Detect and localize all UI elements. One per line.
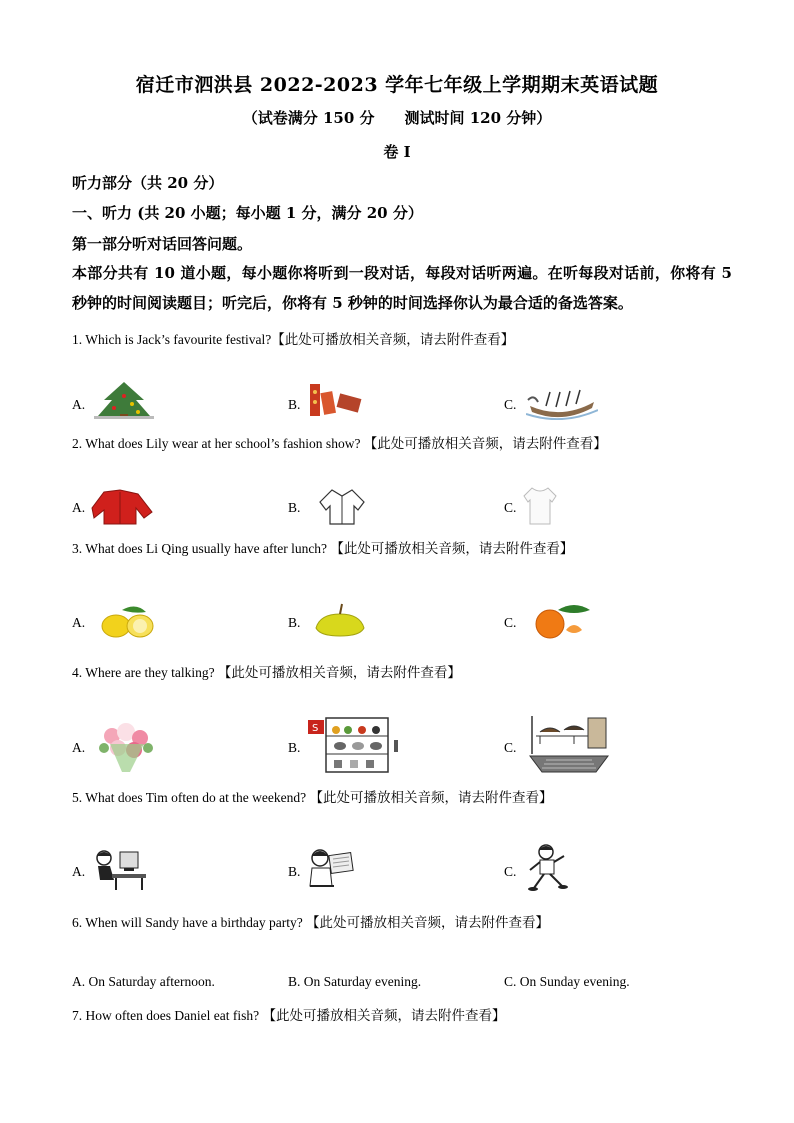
q2-option-c-label: C.: [504, 500, 517, 515]
q2-option-a-label: A.: [72, 500, 86, 515]
pear-icon: [312, 602, 368, 638]
spring-festival-couplets-icon: [306, 382, 364, 418]
question-5: 5. What does Tim often do at the weekend? 【此处可播放相关音频，请去附件查看】: [72, 790, 553, 805]
orange-icon: [528, 600, 596, 640]
supermarket-shelf-icon: [306, 716, 404, 774]
q4-option-c-label: C.: [504, 740, 517, 755]
page-title: 宿迁市泗洪县 2022-2023 学年七年级上学期期末英语试题: [135, 74, 659, 96]
exam-info: [0, 107, 794, 128]
time-info: 测试时间 120 分钟）: [404, 109, 552, 127]
q1-option-a-label: A.: [72, 397, 86, 412]
question-6: 6. When will Sandy have a birthday party? 【此处可播放相关音频，请去附件查看】: [72, 915, 550, 930]
q6-option-a: A. On Saturday afternoon.: [72, 974, 215, 989]
question-4: 4. Where are they talking? 【此处可播放相关音频，请去附件查看】: [72, 665, 461, 680]
svg-text:S: S: [312, 723, 319, 734]
sub1-title: 第一部分听对话回答问题。: [72, 235, 253, 253]
red-jacket-icon: [90, 488, 156, 526]
shoe-shop-icon: [526, 714, 612, 774]
q4-option-a-label: A.: [72, 740, 86, 755]
christmas-tree-icon: [92, 380, 156, 420]
volume-label: 卷 I: [383, 143, 411, 161]
score-info: （试卷满分 150 分: [242, 109, 375, 127]
question-3: 3. What does Li Qing usually have after lunch? 【此处可播放相关音频，请去附件查看】: [72, 541, 574, 556]
part1-title: 一、听力 (共 20 小题；每小题 1 分，满分 20 分）: [72, 204, 423, 222]
q1-option-b-label: B.: [288, 397, 301, 412]
q5-option-c-label: C.: [504, 864, 517, 879]
question-7: 7. How often does Daniel eat fish? 【此处可播放相关音频，请去附件查看】: [72, 1008, 506, 1023]
boy-at-computer-icon: [92, 846, 150, 892]
listening-section-title: 听力部分（共 20 分）: [72, 174, 224, 192]
question-1: 1. Which is Jack’s favourite festival?【此处可播放相关音频，请去附件查看】: [72, 332, 515, 347]
boy-running-icon: [524, 842, 572, 894]
instructions: 本部分共有 10 道小题，每小题你将听到一段对话，每段对话听两遍。在听每段对话前，你将有 5 秒钟的时间阅读题目；听完后，你将有 5 秒钟的时间选择你认为最合适的备选答案。: [72, 264, 732, 312]
question-2: 2. What does Lily wear at her school’s fashion show? 【此处可播放相关音频，请去附件查看】: [72, 436, 607, 451]
q6-option-c: C. On Sunday evening.: [504, 974, 630, 989]
boy-reading-icon: [304, 846, 358, 890]
q3-option-a-label: A.: [72, 615, 86, 630]
lemons-icon: [96, 600, 164, 640]
q5-option-a-label: A.: [72, 864, 86, 879]
q6-option-b: B. On Saturday evening.: [288, 974, 422, 989]
dragon-boat-icon: [526, 380, 598, 420]
q5-option-b-label: B.: [288, 864, 301, 879]
q3-option-b-label: B.: [288, 615, 301, 630]
q3-option-c-label: C.: [504, 615, 517, 630]
flower-bouquet-icon: [92, 718, 160, 774]
white-t-shirt-icon: [522, 486, 558, 526]
q4-option-b-label: B.: [288, 740, 301, 755]
q2-option-b-label: B.: [288, 500, 301, 515]
white-shirt-icon: [318, 488, 366, 526]
q1-option-c-label: C.: [504, 397, 517, 412]
